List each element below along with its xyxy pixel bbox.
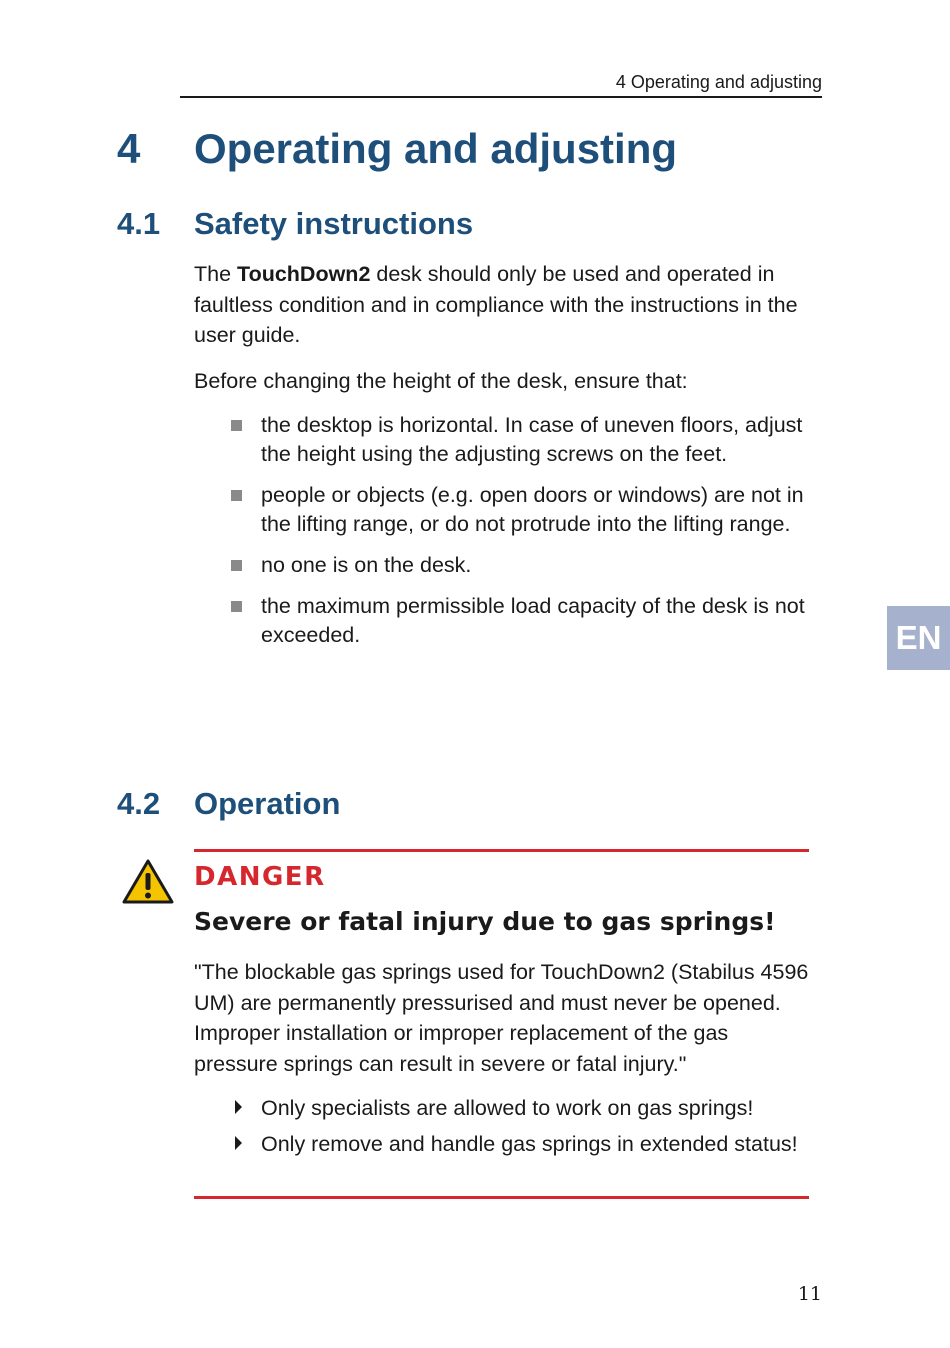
danger-signal-word: DANGER xyxy=(194,862,326,892)
safety-checklist xyxy=(230,411,820,662)
safety-lead-paragraph: Before changing the height of the desk, ensure that: xyxy=(194,369,688,393)
action-item-text: Only specialists are allowed to work on gas springs! xyxy=(261,1096,754,1120)
chapter-title: Operating and adjusting xyxy=(194,125,678,172)
square-bullet-icon xyxy=(231,560,242,571)
list-item xyxy=(230,551,820,580)
page-number: 11 xyxy=(797,1283,822,1305)
square-bullet-icon xyxy=(231,490,242,501)
list-item xyxy=(230,592,820,650)
section-title-safety: Safety instructions xyxy=(194,206,474,241)
list-item xyxy=(230,481,820,539)
running-header: 4 Operating and adjusting xyxy=(615,72,822,92)
list-item-text: people or objects (e.g. open doors or windows) are not in the lifting range, or do not protrude into the lifting range. xyxy=(261,483,804,536)
triangle-right-icon xyxy=(235,1100,242,1114)
list-item-text: no one is on the desk. xyxy=(261,553,472,577)
list-item xyxy=(230,411,820,469)
action-item-text: Only remove and handle gas springs in extended status! xyxy=(261,1132,798,1156)
intro-pre: The xyxy=(194,262,238,286)
danger-actions xyxy=(230,1094,820,1166)
section-title-operation: Operation xyxy=(194,786,341,821)
danger-title: Severe or fatal injury due to gas springs! xyxy=(194,907,776,936)
triangle-right-icon xyxy=(235,1136,242,1150)
section-number-4-1: 4.1 xyxy=(117,206,161,241)
action-item xyxy=(230,1094,820,1123)
intro-post: desk should only be used and operated in faultless condition and in compliance with the instructions in the user guide. xyxy=(194,262,798,347)
product-name: TouchDown2 xyxy=(237,262,371,286)
warning-triangle-icon xyxy=(121,858,175,905)
danger-text: "The blockable gas springs used for TouchDown2 (Stabilus 4596 UM) are permanently pressurised and must never be opened. Improper installation or improper replacement of the gas pressure springs can result in severe or fatal injury." xyxy=(194,960,809,1076)
language-tab-en: EN xyxy=(887,606,950,670)
square-bullet-icon xyxy=(231,420,242,431)
list-item-text: the maximum permissible load capacity of the desk is not exceeded. xyxy=(261,594,805,647)
section-number-4-2: 4.2 xyxy=(117,786,161,821)
chapter-number: 4 xyxy=(117,125,141,172)
danger-bottom-rule xyxy=(194,1196,809,1199)
action-item xyxy=(230,1130,820,1159)
square-bullet-icon xyxy=(231,601,242,612)
danger-top-rule xyxy=(194,849,809,852)
safety-intro-paragraph xyxy=(194,259,814,351)
header-rule xyxy=(180,96,822,98)
list-item-text: the desktop is horizontal. In case of uneven floors, adjust the height using the adjusting screws on the feet. xyxy=(261,413,803,466)
